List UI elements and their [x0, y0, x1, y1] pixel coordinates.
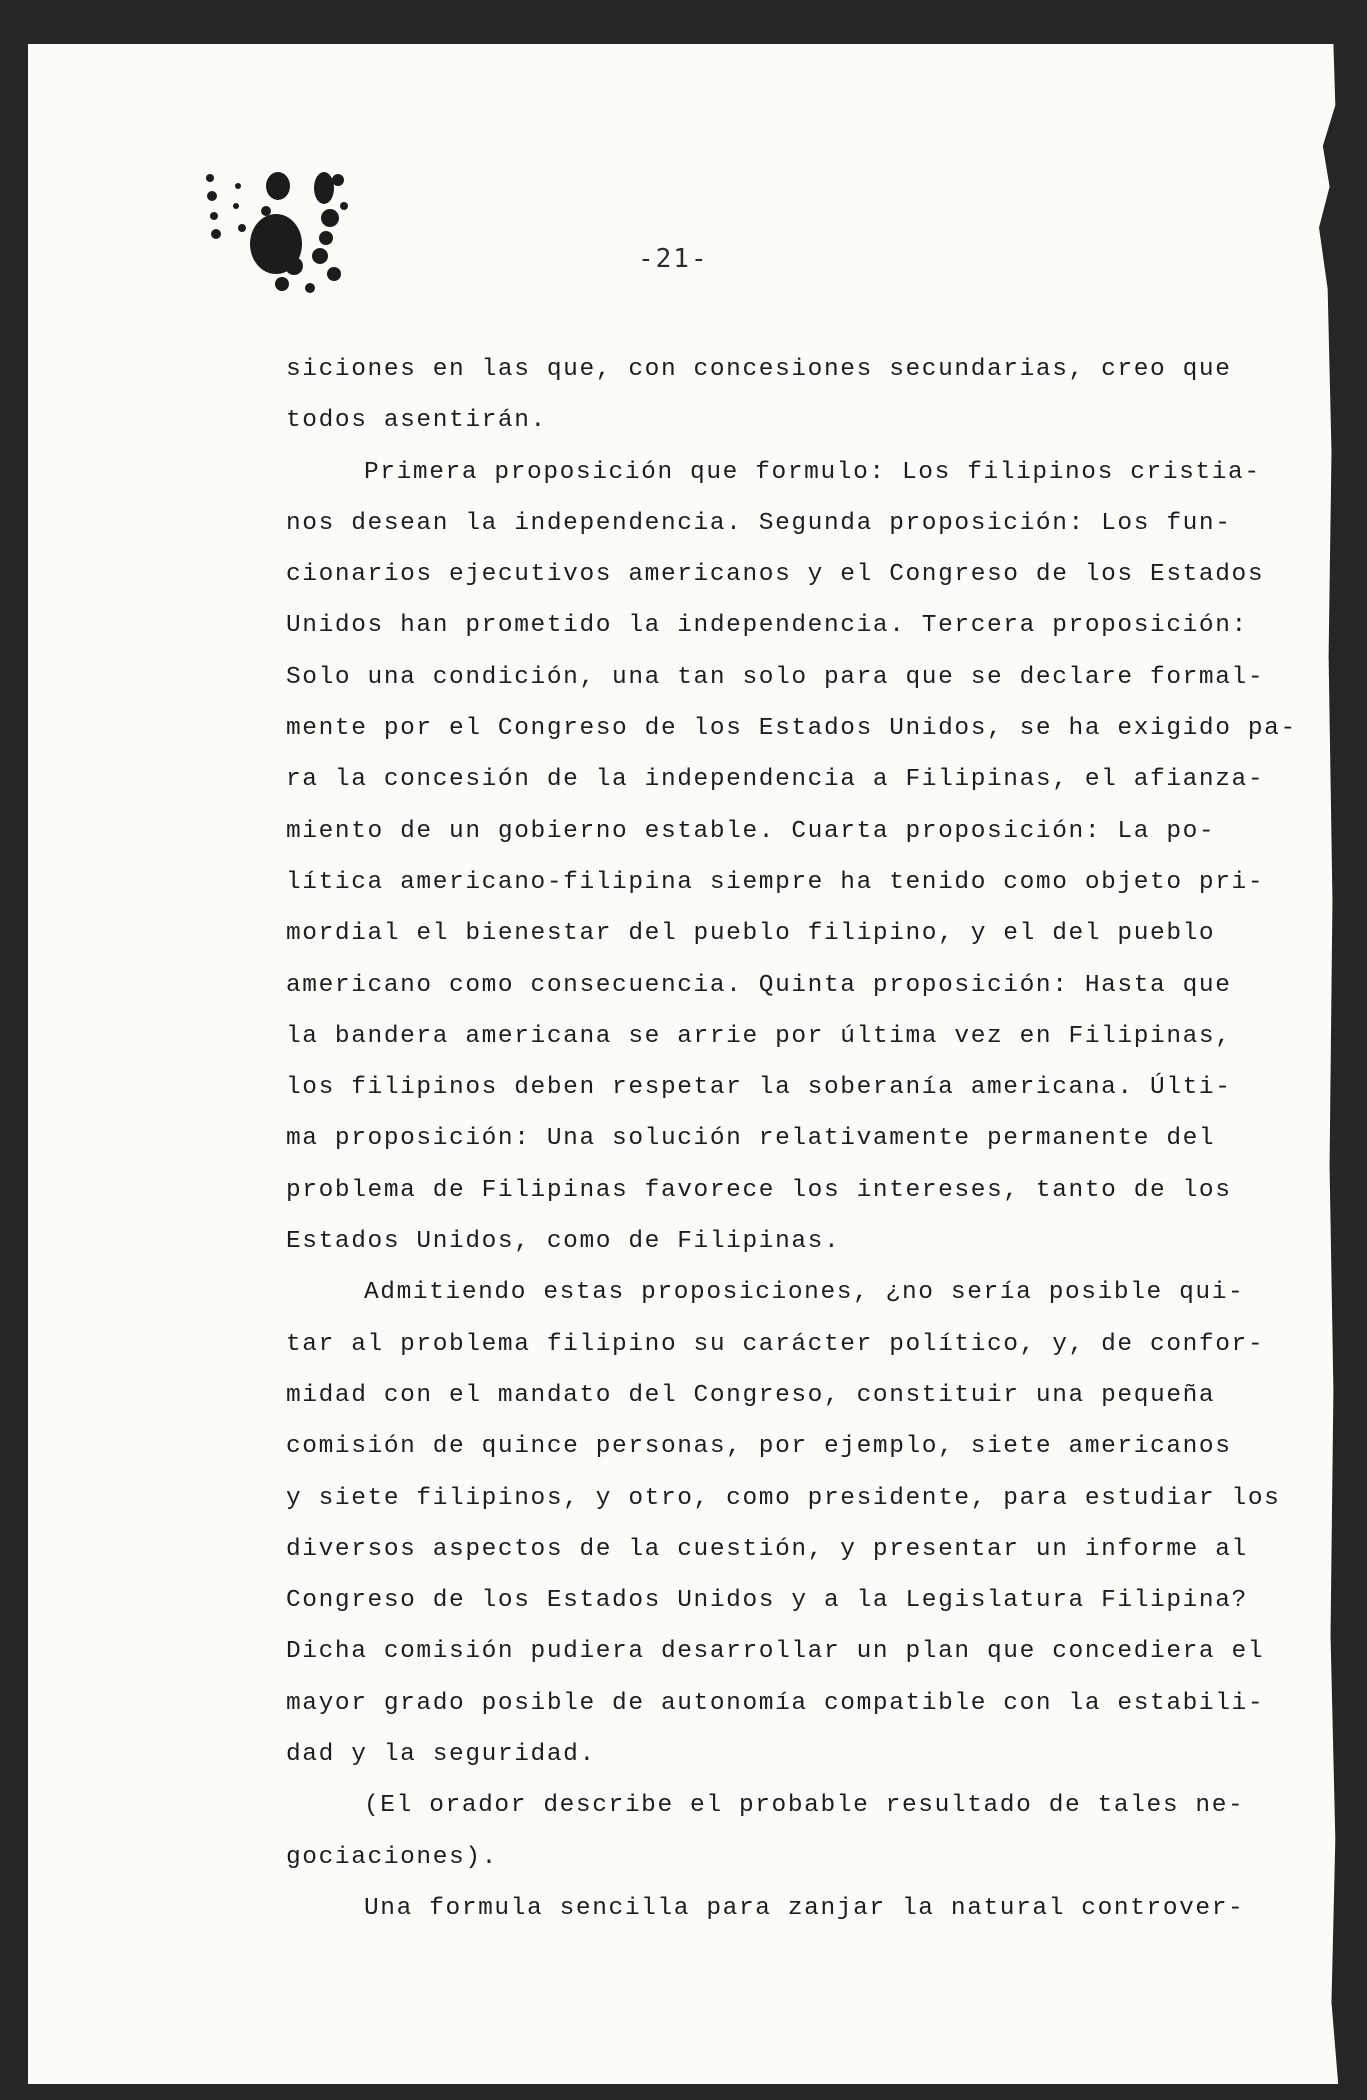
text-line: la bandera americana se arrie por última vez en Filipinas, [286, 1022, 1232, 1050]
text-line: cionarios ejecutivos americanos y el Congreso de los Estados [286, 561, 1265, 589]
text-line: gociaciones). [286, 1843, 498, 1871]
text-line: Unidos han prometido la independencia. Tercera proposición: [286, 612, 1248, 640]
text-line: miento de un gobierno estable. Cuarta proposición: La po- [286, 817, 1216, 845]
text-line: americano como consecuencia. Quinta proposición: Hasta que [286, 971, 1232, 999]
text-line: Estados Unidos, como de Filipinas. [286, 1228, 841, 1256]
text-line: Congreso de los Estados Unidos y a la Legislatura Filipina? [286, 1587, 1248, 1615]
paragraph-start-line: Primera proposición que formulo: Los filipinos cristia- [364, 458, 1261, 486]
text-line: y siete filipinos, y otro, como presidente, para estudiar los [286, 1484, 1281, 1512]
text-line: midad con el mandato del Congreso, constituir una pequeña [286, 1381, 1216, 1409]
text-line: nos desean la independencia. Segunda proposición: Los fun- [286, 509, 1232, 537]
text-line: lítica americano-filipina siempre ha tenido como objeto pri- [286, 868, 1265, 896]
paragraph-start-line: (El orador describe el probable resultado de tales ne- [364, 1792, 1245, 1820]
text-line: problema de Filipinas favorece los intereses, tanto de los [286, 1176, 1232, 1204]
document-page [28, 44, 1348, 2084]
text-line: mordial el bienestar del pueblo filipino, y el del pueblo [286, 920, 1216, 948]
text-line: Dicha comisión pudiera desarrollar un plan que concediera el [286, 1638, 1265, 1666]
text-line: Solo una condición, una tan solo para que se declare formal- [286, 663, 1265, 691]
text-line: ma proposición: Una solución relativamente permanente del [286, 1125, 1216, 1153]
text-line: ra la concesión de la independencia a Filipinas, el afianza- [286, 766, 1265, 794]
text-line: los filipinos deben respetar la soberanía americana. Últi- [286, 1074, 1232, 1102]
text-line: siciones en las que, con concesiones secundarias, creo que [286, 356, 1232, 383]
paragraph-start-line: Una formula sencilla para zanjar la natural controver- [364, 1894, 1245, 1922]
text-line: dad y la seguridad. [286, 1741, 596, 1769]
text-line: diversos aspectos de la cuestión, y presentar un informe al [286, 1535, 1248, 1563]
text-line: tar al problema filipino su carácter político, y, de confor- [286, 1330, 1265, 1358]
ink-blot-mark [198, 156, 398, 306]
page-number: -21- [638, 244, 709, 274]
text-line: todos asentirán. [286, 407, 547, 435]
text-line: comisión de quince personas, por ejemplo, siete americanos [286, 1433, 1232, 1461]
typed-text-body [286, 344, 1297, 1934]
text-line: mente por el Congreso de los Estados Unidos, se ha exigido pa- [286, 715, 1297, 743]
paragraph-start-line: Admitiendo estas proposiciones, ¿no sería posible qui- [364, 1279, 1245, 1307]
text-line: mayor grado posible de autonomía compatible con la estabili- [286, 1689, 1265, 1717]
